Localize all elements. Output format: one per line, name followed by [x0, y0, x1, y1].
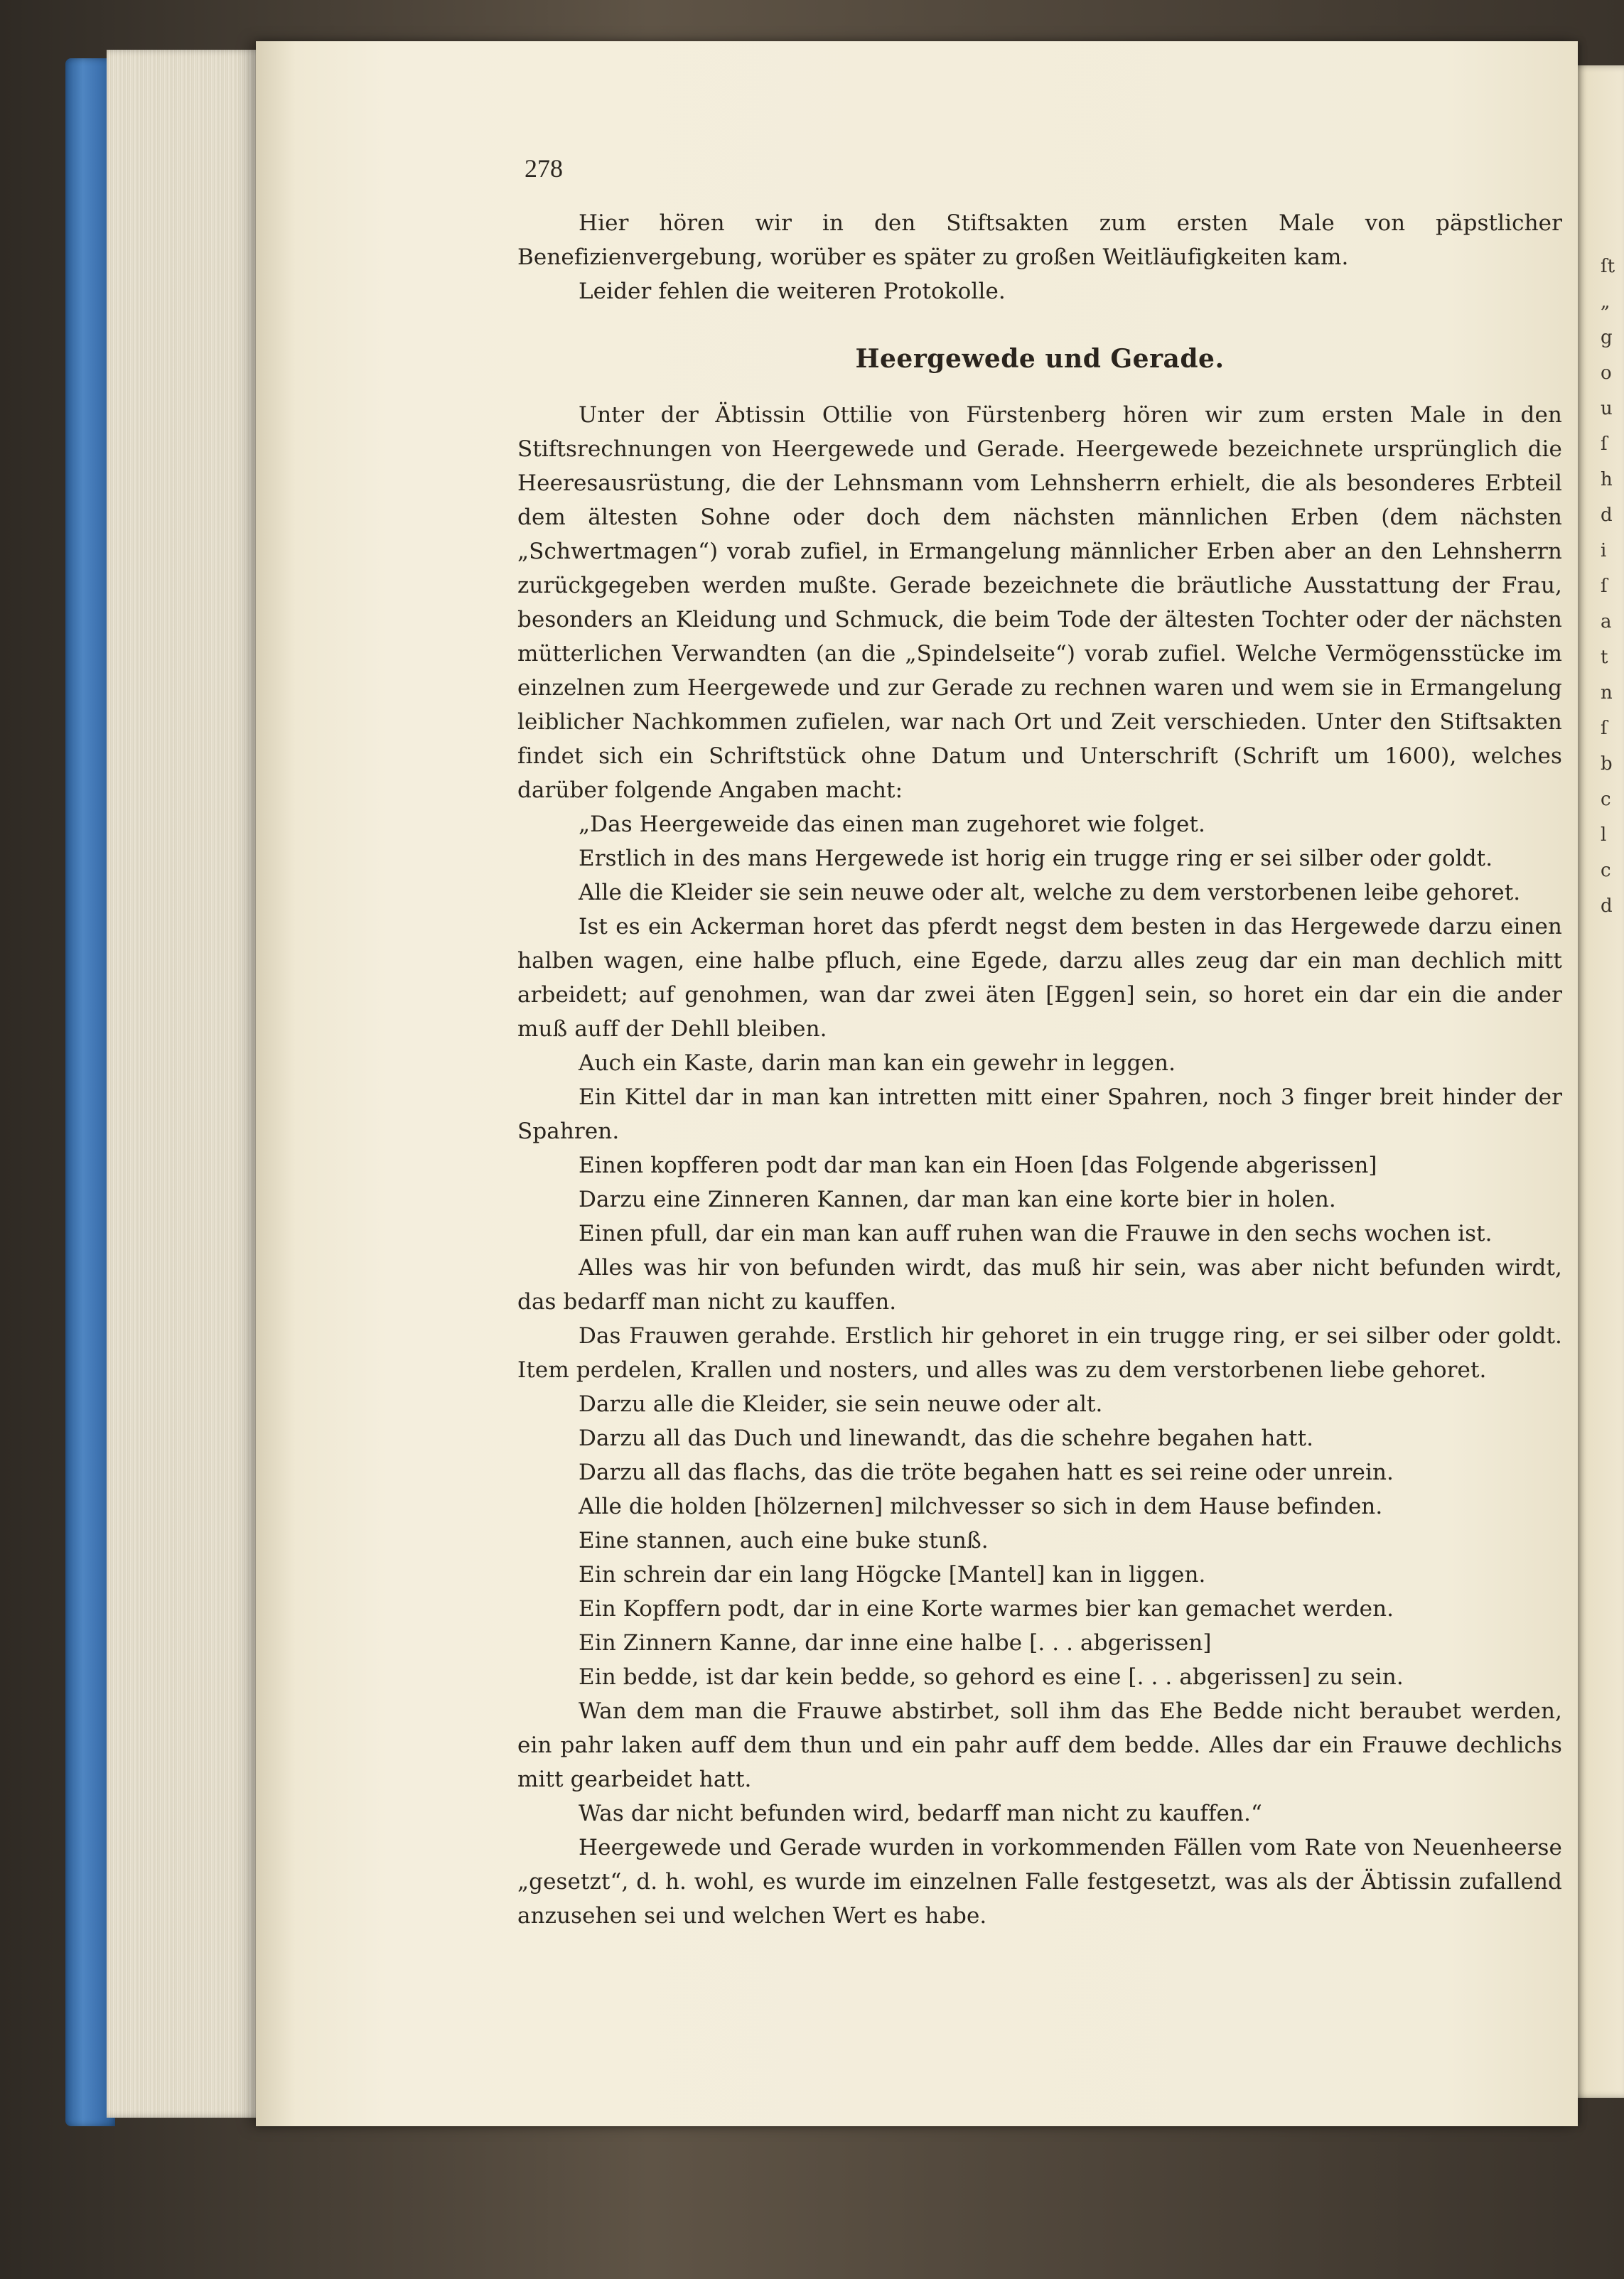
body-paragraph: Ein Zinnern Kanne, dar inne eine halbe [. . . abgerissen] — [579, 1630, 1212, 1656]
body-paragraph: Wan dem man die Frauwe abstirbet, soll ihm das Ehe Bedde nicht beraubet werden, ein pahr laken auff dem thun und ein pahr auff dem bedde. Alles dar ein Frauwe dechlichs mitt gearbeidet hatt. — [517, 1698, 1562, 1792]
margin-fragment: g — [1601, 327, 1613, 348]
body-paragraph: Darzu eine Zinneren Kannen, dar man kan eine korte bier in holen. — [579, 1187, 1336, 1212]
body-paragraph: Auch ein Kaste, darin man kan ein gewehr in leggen. — [579, 1050, 1176, 1076]
body-paragraph: Ist es ein Ackerman horet das pferdt negst dem besten in das Hergewede darzu einen halben wagen, eine halbe pfluch, eine Egede, darzu alles zeug dar ein man dechlich mitt arbeidett; auf genohmen, wan dar zwei äten [Eggen] sein, so horet ein dar ein die ander muß auff der Dehll bleiben. — [517, 914, 1562, 1042]
margin-fragment: b — [1601, 753, 1613, 775]
intro-paragraph: Leider fehlen die weiteren Protokolle. — [579, 279, 1006, 304]
right-margin-fragments — [1601, 249, 1622, 924]
margin-fragment: u — [1601, 398, 1613, 419]
body-paragraph: „Das Heergeweide das einen man zugehoret wie folget. — [579, 812, 1205, 837]
margin-fragment: c — [1601, 789, 1611, 810]
margin-fragment: n — [1601, 682, 1613, 704]
margin-fragment: ſ — [1601, 576, 1608, 597]
margin-fragment: o — [1601, 362, 1612, 384]
margin-fragment: ſ — [1601, 718, 1608, 739]
margin-fragment: d — [1601, 895, 1613, 917]
body-paragraph: Einen pfull, dar ein man kan auff ruhen wan die Frauwe in den sechs wochen ist. — [579, 1221, 1493, 1246]
body-paragraph: Darzu alle die Kleider, sie sein neuwe oder alt. — [579, 1391, 1103, 1417]
margin-fragment: ſ — [1601, 433, 1608, 455]
body-paragraph: Darzu all das Duch und linewandt, das die schehre begahen hatt. — [579, 1426, 1314, 1451]
page-number: 278 — [525, 154, 563, 183]
body-paragraph: Darzu all das flachs, das die tröte begahen hatt es sei reine oder unrein. — [579, 1460, 1394, 1485]
margin-fragment: c — [1601, 860, 1611, 881]
body-paragraph: Ein bedde, ist dar kein bedde, so gehord es eine [. . . abgerissen] zu sein. — [579, 1664, 1404, 1690]
body-paragraph: Eine stannen, auch eine buke stunß. — [579, 1528, 989, 1553]
margin-fragment: d — [1601, 505, 1613, 526]
margin-fragment: a — [1601, 611, 1612, 632]
intro-paragraph: Hier hören wir in den Stiftsakten zum ersten Male von päpstlicher Benefizienvergebung, worüber es später zu großen Weitläufigkeiten kam. — [517, 210, 1562, 270]
body-paragraph: Erstlich in des mans Hergewede ist horig ein trugge ring er sei silber oder goldt. — [579, 846, 1493, 871]
body-paragraph: Alles was hir von befunden wirdt, das muß hir sein, was aber nicht befunden wirdt, das bedarff man nicht zu kauffen. — [517, 1255, 1562, 1315]
body-paragraph: Unter der Äbtissin Ottilie von Fürstenberg hören wir zum ersten Male in den Stiftsrechnungen von Heergewede und Gerade. Heergewede bezeichnete ursprünglich die Heeresausrüstung, die der Lehnsmann vom Lehnsherrn erhielt, die als besonderes Erbteil dem ältesten Sohne oder doch dem nächsten männlichen Erben (dem nächsten „Schwertmagen“) vorab zufiel, in Ermangelung männlicher Erben aber an den Lehnsherrn zurückgegeben werden mußte. Gerade bezeichnete die bräutliche Ausstattung der Frau, besonders an Kleidung und Schmuck, die beim Tode der ältesten Tochter oder der nächsten mütterlichen Verwandten (an die „Spindelseite“) vorab zufiel. Welche Vermögensstücke im einzelnen zum Heergewede und zur Gerade zu rechnen waren und wem sie in Ermangelung leiblicher Nachkommen zufielen, war nach Ort und Zeit verschieden. Unter den Stiftsakten findet sich ein Schriftstück ohne Datum und Unterschrift (Schrift um 1600), welches darüber folgende Angaben macht: — [517, 402, 1562, 803]
body-paragraph: Was dar nicht befunden wird, bedarff man nicht zu kauffen.“ — [579, 1801, 1262, 1826]
body-paragraph: Ein Kopffern podt, dar in eine Korte warmes bier kan gemachet werden. — [579, 1596, 1394, 1622]
body-paragraph: Das Frauwen gerahde. Erstlich hir gehoret in ein trugge ring, er sei silber oder goldt. Item perdelen, Krallen und nosters, und alles was zu dem verstorbenen liebe gehoret. — [517, 1323, 1562, 1383]
body-paragraph: Alle die Kleider sie sein neuwe oder alt, welche zu dem verstorbenen leibe gehoret. — [579, 880, 1521, 905]
margin-fragment: „ — [1601, 291, 1610, 313]
margin-fragment: i — [1601, 540, 1607, 561]
margin-fragment: h — [1601, 469, 1613, 490]
margin-fragment: l — [1601, 824, 1607, 846]
page-stack — [107, 50, 270, 2118]
margin-fragment: ſt — [1601, 256, 1615, 277]
body-paragraph: Einen kopfferen podt dar man kan ein Hoen [das Folgende abgerissen] — [579, 1153, 1377, 1178]
body-paragraph: Alle die holden [hölzernen] milchvesser so sich in dem Hause befinden. — [579, 1494, 1383, 1519]
page-text — [517, 206, 1562, 1933]
section-heading: Heergewede und Gerade. — [855, 344, 1225, 374]
margin-fragment: t — [1601, 647, 1608, 668]
body-paragraph: Heergewede und Gerade wurden in vorkommenden Fällen vom Rate von Neuenheerse „gesetzt“, d. h. wohl, es wurde im einzelnen Falle festgesetzt, was als der Äbtissin zufallend anzusehen sei und welchen Wert es habe. — [517, 1835, 1562, 1929]
body-paragraph: Ein schrein dar ein lang Högcke [Mantel] kan in liggen. — [579, 1562, 1206, 1588]
body-paragraph: Ein Kittel dar in man kan intretten mitt einer Spahren, noch 3 finger breit hinder der Spahren. — [517, 1084, 1562, 1144]
